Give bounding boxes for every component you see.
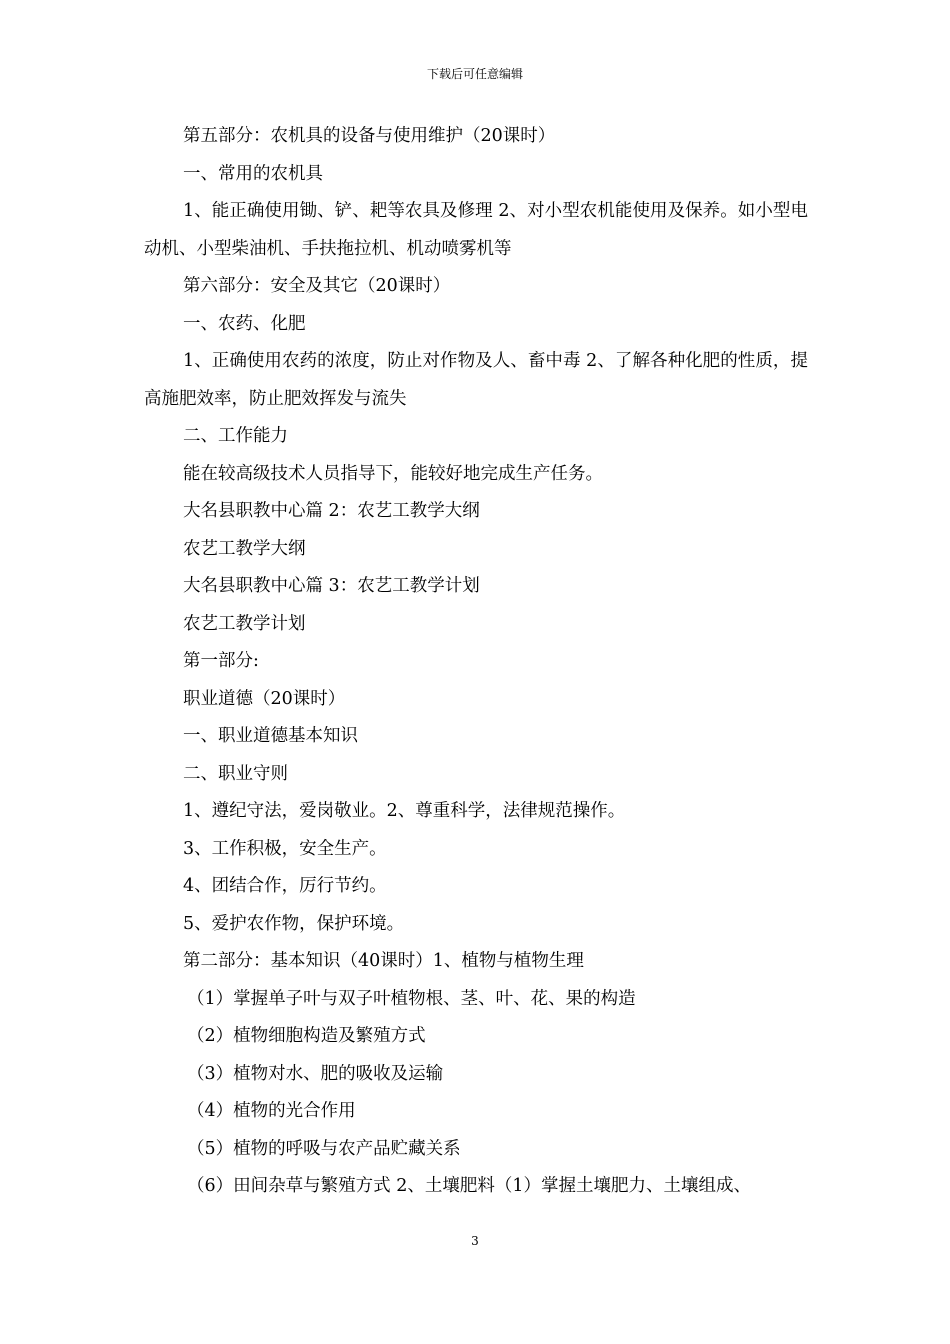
document-title: 农艺工教学计划 [183,613,306,634]
subsection-heading: 一、农药、化肥 [183,313,306,334]
list-item: （5）植物的呼吸与农产品贮藏关系 [187,1138,461,1159]
list-item: 1、遵纪守法，爱岗敬业。2、尊重科学，法律规范操作。 [183,801,626,821]
list-item: （6）田间杂草与繁殖方式 2、土壤肥料（1）掌握土壤肥力、土壤组成、 [187,1176,751,1196]
section-heading: 第二部分：基本知识（40课时）1、植物与植物生理 [183,951,584,971]
list-item: （3）植物对水、肥的吸收及运输 [187,1063,444,1084]
document-body [144,118,808,1206]
article-title: 大名县职教中心篇 2：农艺工教学大纲 [183,501,480,521]
list-item: （2）植物细胞构造及繁殖方式 [187,1026,426,1046]
list-item: 3、工作积极，安全生产。 [183,838,387,859]
document-title: 农艺工教学大纲 [183,538,306,559]
list-item: 5、爱护农作物，保护环境。 [183,913,405,934]
list-item: （1）掌握单子叶与双子叶植物根、茎、叶、花、果的构造 [187,988,636,1009]
article-title: 大名县职教中心篇 3：农艺工教学计划 [183,576,480,596]
section-heading: 第一部分: [183,651,259,671]
body-paragraph: 能在较高级技术人员指导下，能较好地完成生产任务。 [183,463,603,484]
subsection-heading: 一、常用的农机具 [183,163,323,184]
list-item: （4）植物的光合作用 [187,1101,356,1121]
section-heading: 第六部分：安全及其它（20课时） [183,276,451,296]
body-paragraph: 1、正确使用农药的浓度，防止对作物及人、畜中毒 2、了解各种化肥的性质，提高施肥效率，防止肥效挥发与流失 [144,351,808,409]
page-number: 3 [471,1234,479,1248]
section-heading: 职业道德（20课时） [183,688,346,709]
page-header-note: 下载后可任意编辑 [426,67,523,81]
list-item: 4、团结合作，厉行节约。 [183,876,387,896]
subsection-heading: 一、职业道德基本知识 [183,726,358,746]
subsection-heading: 二、职业守则 [183,763,288,784]
body-paragraph: 1、能正确使用锄、铲、耙等农具及修理 2、对小型农机能使用及保养。如小型电动机、小型柴油机、手扶拖拉机、机动喷雾机等 [144,201,808,259]
subsection-heading: 二、工作能力 [183,426,288,446]
section-heading: 第五部分：农机具的设备与使用维护（20课时） [183,126,556,146]
